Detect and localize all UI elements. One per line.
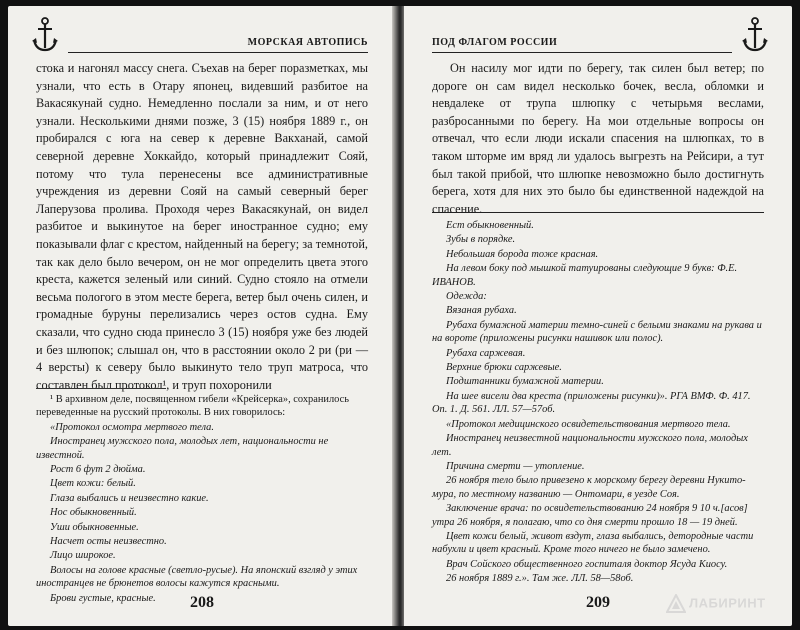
footnote-line: Ест обыкновенный. xyxy=(446,220,534,231)
footnote-line: Рост 6 фут 2 дюйма. xyxy=(50,464,146,476)
running-head: МОРСКАЯ АВТОПИСЬ xyxy=(68,34,368,53)
footnote-line: Причина смерти — утопление. xyxy=(446,460,585,472)
footnote-line: Рубаха бумажной материи темно-синей с белыми знаками на рукава и на вороте (приложены рисунки нашивок или полос). xyxy=(432,319,762,345)
footnote-line: Насчет осты неизвестно. xyxy=(50,536,167,548)
footnotes xyxy=(432,204,764,587)
footnote-rule xyxy=(432,212,764,213)
paragraph: стока и нагонял массу снега. Съехав на берег поразметках, мы узнали, что есть в Отару японец, видевший разбитое на Вакасякунай судно. Немедленно послали за ним, и от него узнали. Несколькими днями позже, 3 (15) ноября 1889 г., он пробирался с юга на север к деревне Вакханай, самой северной деревне Хоккайдо, который принадлежит Сояй, потому что тула перенесены все административные учреждения из деревни Сояй на самый северный берег Лаперузова пролива. Проходя через Вакасякунай, он видел разбитое и выкинутое на берег иностранное судно; ему показывали флаг с крестом, найденный на берегу; за темнотой, так как дело было вечером, он не мог определить цвета этого креста, кажется зеленый или синий. Судно стояло на отмели весьма пологого в этом месте берега, ветер был очень силен, и громадные буруны перелизались через остов судна. Ему сказали, что судно сюда принесло 3 (15) ноября уже без людей и без шлюпок; слышал он, что в расстоянии около 2 ри (ри — 4 версты) к северу было выкинуто тело труп матроса, что составлен был протокол¹, и труп похоронили xyxy=(36,61,368,392)
footnote-line: Цвет кожи белый, живот вздут, глаза выбались, детородные части набухли и цвет красный. Кроме того ничего не было замечено. xyxy=(432,530,754,556)
footnote-rule xyxy=(36,388,166,389)
anchor-icon xyxy=(30,16,60,54)
footnote-line: Цвет кожи: белый. xyxy=(50,478,136,490)
footnote-line: Вязаная рубаха. xyxy=(446,305,517,317)
footnote-line: «Протокол осмотра мертвого тела. xyxy=(50,421,214,433)
footnote-line: Небольшая борода тоже красная. xyxy=(446,248,599,260)
footnote-line: Лицо широкое. xyxy=(50,550,116,562)
footnote-line: Зубы в порядке. xyxy=(446,234,516,246)
footnote-line: «Протокол медицинского освидетельствования мертвого тела. xyxy=(446,418,731,430)
footnote-line: На шее висели два креста (приложены рисунки)». РГА ВМФ. Ф. 417. Оп. 1. Д. 561. ЛЛ. 57—57об. xyxy=(432,390,751,416)
footnote-line: Рубаха саржевая. xyxy=(446,347,526,359)
footnote-line: ¹ В архивном деле, посвященном гибели «Крейсерка», сохранилось переведенные на русский протоколы. В них говорилось: xyxy=(36,394,349,419)
right-page xyxy=(404,6,792,626)
running-head: ПОД ФЛАГОМ РОССИИ xyxy=(432,34,732,53)
footnote-line: 26 ноября тело было привезено к морскому берегу деревни Нукито-мура, по местному названию — Онтомари, в уезде Соя. xyxy=(432,475,746,500)
watermark-text: ЛАБИРИНТ xyxy=(689,595,766,611)
labyrinth-logo-icon xyxy=(666,594,686,614)
footnote-line: Глаза выбались и неизвестно какие. xyxy=(50,492,209,504)
footnote-line: Волосы на голове красные (светло-русые). На японский взгляд у этих иностранцев не брюнетов волосы кажутся красными. xyxy=(36,564,358,590)
footnote-line: Заключение врача: по освидетельствованию 24 ноября 9 10 ч.[асов] утра 26 ноября, я полагаю, что со дня смерти прошло 18 — 19 дней. xyxy=(432,503,748,528)
watermark xyxy=(666,594,786,620)
footnote-line: Верхние брюки саржевые. xyxy=(446,362,562,374)
main-text xyxy=(36,60,368,394)
footnote-line: Врач Сойского общественного госпиталя доктор Ясуда Киосу. xyxy=(446,558,728,570)
footnote-line: 26 ноября 1889 г.». Там же. ЛЛ. 58—58об. xyxy=(446,573,634,585)
footnotes xyxy=(36,382,368,606)
page-number: 209 xyxy=(586,594,610,611)
footnote-line: Иностранец неизвестной национальности мужского пола, молодых лет. xyxy=(432,433,748,458)
footnote-line: Уши обыкновенные. xyxy=(50,521,139,533)
anchor-icon xyxy=(740,16,770,54)
footnote-line: Нос обыкновенный. xyxy=(50,507,137,519)
footnote-line: На левом боку под мышкой татуированы следующие 9 букв: Ф.Е. ИВАНОВ. xyxy=(432,263,738,288)
footnote-line: Брови густые, красные. xyxy=(50,592,156,604)
footnote-line: Одежда: xyxy=(446,291,487,303)
page-number: 208 xyxy=(190,594,214,611)
left-page xyxy=(8,6,396,626)
main-text xyxy=(432,60,764,218)
footnote-line: Подштанники бумажной материи. xyxy=(446,376,604,388)
paragraph: Он насилу мог идти по берегу, так силен был ветер; по дороге он сам видел несколько бочек, весла, обломки и невдалеке от трупа шлюпку с четырьмя веслами, разбросанными по берегу. На мои отдельные вопросы он отвечал, что если люди искали спасения на шлюпках, то в таком шторме им вряд ли удалось выгрезть на Рейсири, а тут был такой прибой, что шлюпке невозможно было достигнуть берега, хотя для них это было бы единственной надеждой на спасение. xyxy=(432,61,764,216)
footnote-line: Иностранец мужского пола, молодых лет, национальности не известной. xyxy=(36,436,329,461)
